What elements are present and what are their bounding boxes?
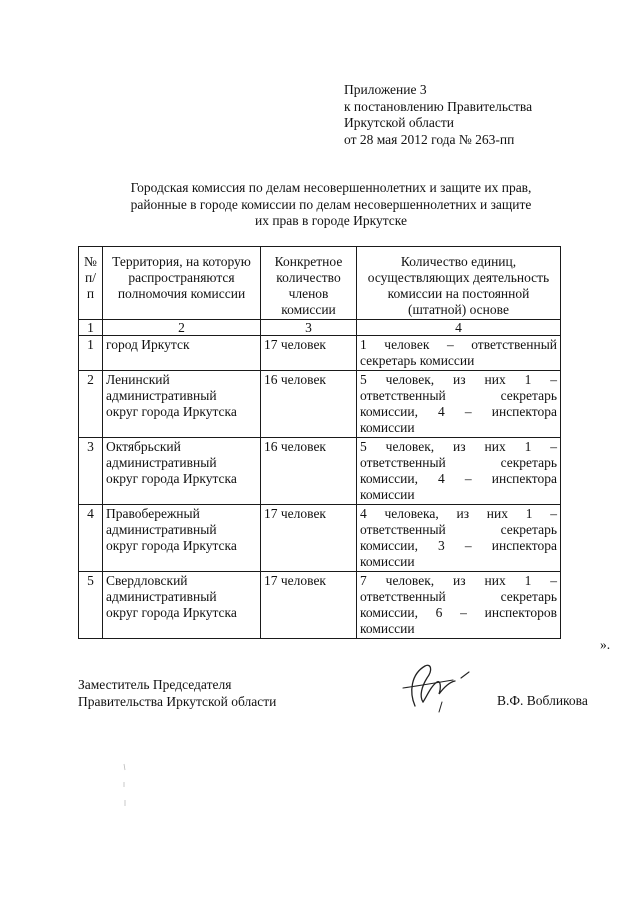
row-units: 5 человек, из них 1 – ответственный секретарь комиссии, 4 – инспектора комиссии <box>357 371 561 438</box>
row-territory: Октябрьский административный округ города Иркутска <box>103 438 261 505</box>
row-num: 4 <box>79 505 103 572</box>
appendix-line-2: к постановлению Правительства <box>344 98 533 114</box>
header-units: Количество единиц, осуществляющих деятельность комиссии на постоянной (штатной) основе <box>357 247 561 320</box>
header-territory: Территория, на которую распространяются полномочия комиссии <box>103 247 261 320</box>
row-territory: город Иркутск <box>103 336 261 371</box>
table-row <box>79 371 561 438</box>
handwritten-signature <box>395 656 485 718</box>
row-territory: Ленинский административный округ города Иркутска <box>103 371 261 438</box>
title-line-1: Городская комиссия по делам несовершеннолетних и защите их прав, <box>130 180 532 195</box>
title-line-2: районные в городе комиссии по делам несовершеннолетних и защите <box>130 196 532 212</box>
row-num: 1 <box>79 336 103 371</box>
row-num: 3 <box>79 438 103 505</box>
appendix-line-3: Иркутской области <box>344 115 455 130</box>
appendix-line-1: Приложение 3 <box>344 82 427 97</box>
document-title <box>96 180 566 230</box>
header-num: № п/п <box>79 247 103 320</box>
table-row <box>79 505 561 572</box>
column-number-2: 2 <box>103 320 261 336</box>
scan-marks <box>118 760 138 820</box>
column-number-1: 1 <box>79 320 103 336</box>
closing-quote-mark: ». <box>600 637 611 652</box>
table-row <box>79 572 561 639</box>
row-territory: Свердловский административный округ города Иркутска <box>103 572 261 639</box>
signer-name: В.Ф. Вобликова <box>497 693 588 708</box>
table-row <box>79 336 561 371</box>
row-count: 17 человек <box>261 572 357 639</box>
column-number-4: 4 <box>357 320 561 336</box>
row-count: 17 человек <box>261 505 357 572</box>
column-number-row <box>79 320 561 336</box>
appendix-block <box>344 82 532 148</box>
appendix-line-4: от 28 мая 2012 года № 263-пп <box>344 131 515 147</box>
row-territory: Правобережный административный округ города Иркутска <box>103 505 261 572</box>
row-units: 5 человек, из них 1 – ответственный секретарь комиссии, 4 – инспектора комиссии <box>357 438 561 505</box>
row-units: 7 человек, из них 1 – ответственный секретарь комиссии, 6 – инспекторов комиссии <box>357 572 561 639</box>
table-header-row <box>79 247 561 320</box>
row-count: 16 человек <box>261 371 357 438</box>
row-units: 4 человека, из них 1 – ответственный секретарь комиссии, 3 – инспектора комиссии <box>357 505 561 572</box>
row-count: 17 человек <box>261 336 357 371</box>
header-count: Конкретное количество членов комиссии <box>261 247 357 320</box>
row-count: 16 человек <box>261 438 357 505</box>
signer-title <box>78 677 276 710</box>
commissions-table <box>78 246 561 639</box>
table-row <box>79 438 561 505</box>
row-units: 1 человек – ответственный секретарь комиссии <box>357 336 561 371</box>
signer-title-line-2: Правительства Иркутской области <box>78 693 277 709</box>
signer-title-line-1: Заместитель Председателя <box>78 677 232 692</box>
row-num: 2 <box>79 371 103 438</box>
title-line-3: их прав в городе Иркутске <box>254 213 407 228</box>
row-num: 5 <box>79 572 103 639</box>
column-number-3: 3 <box>261 320 357 336</box>
